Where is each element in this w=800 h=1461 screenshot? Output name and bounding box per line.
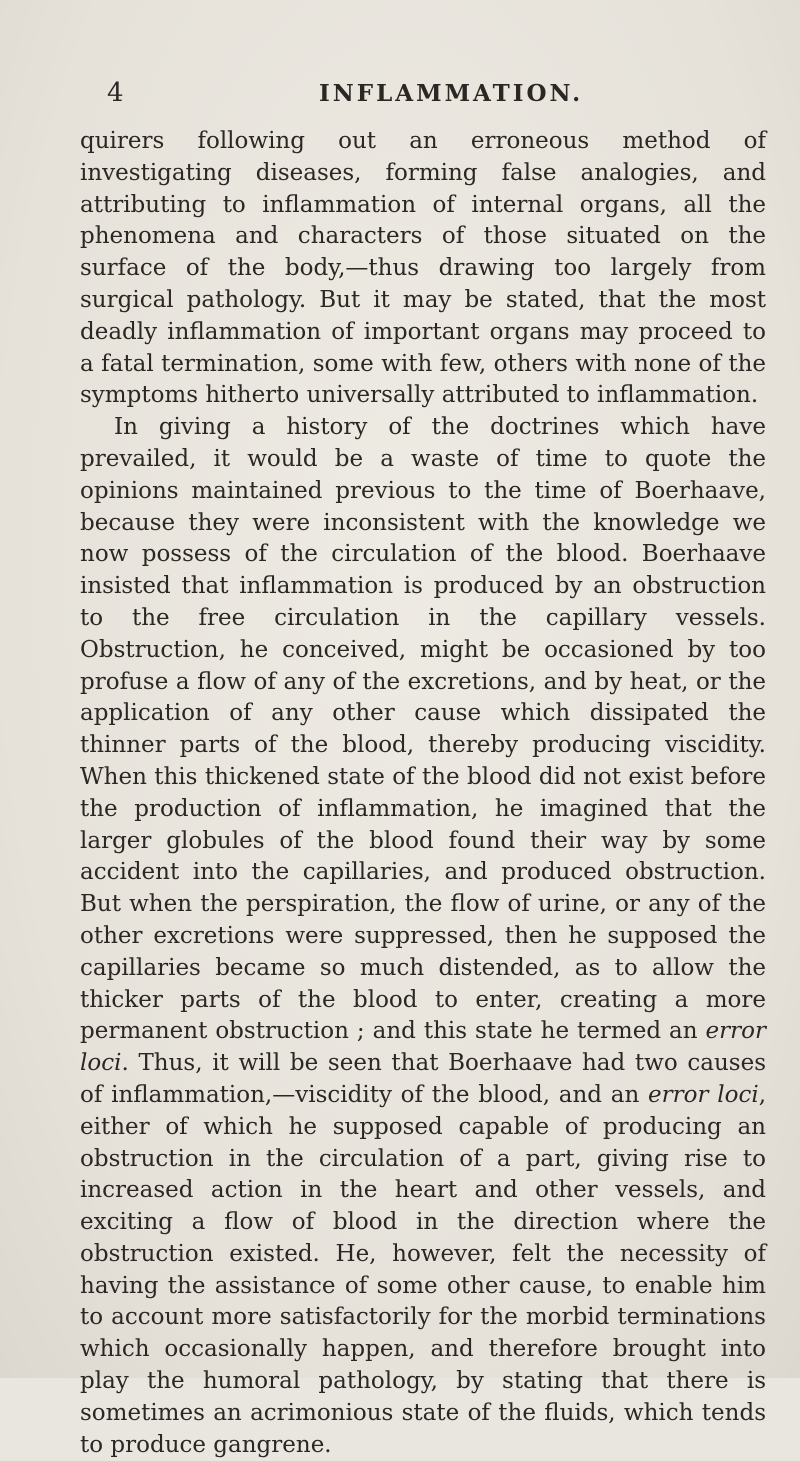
paragraph-text: In giving a history of the doctrines which have prevailed, it would be a waste of time to quote the opinions maintained previous to the time of Boerhaave, because they were inconsistent with the knowledge we now possess of the circulation of the blood. Boerhaave insisted that inflammation is produced by an obstruction to the free circulation in the capillary vessels. Obstruction, he conceived, might be occasioned by too profuse a flow of any of the excretions, and by heat, or the application of any other cause which dissipated the thinner parts of the blood, thereby producing viscidity. When this thickened state of the blood did not exist before the production of inflammation, he imagined that the larger globules of the blood found their way by some accident into the capillaries, and produced obstruction. But when the perspiration, the flow of urine, or any of the other excretions were suppressed, then he supposed the capillaries became so much distended, as to allow the thicker parts of the blood to enter, creating a more permanent obstruction ; and this state he termed an: [80, 414, 766, 1045]
italic-term: error loci: [80, 1018, 766, 1077]
paragraph-text: . Thus, it will be seen that Boerhaave had two causes of inflammation,—viscidity of the blood, and an: [80, 1050, 766, 1108]
paragraph-text: , either of which he supposed capable of producing an obstruction in the circulation of a part, giving rise to increased action in the heart and other vessels, and exciting a flow of blood in the direction where the obstruction existed. He, however, felt the necessity of having the assistance of some other cause, to enable him to account more satisfactorily for the morbid terminations which occasionally happen, and therefore brought into play the humoral pathology, by stating that there is sometimes an acrimonious state of the fluids, which tends to produce gangrene.: [80, 1081, 766, 1458]
italic-term: error loci: [648, 1081, 759, 1108]
paragraph-boerhaave: [80, 412, 766, 1461]
running-head: INFLAMMATION.: [319, 80, 584, 107]
paragraph-continuation: quirers following out an erroneous method of investigating diseases, forming false analogies, and attributing to inflammation of internal organs, all the phenomena and characters of those situated on the surface of the body,—thus drawing too largely from surgical pathology. But it may be stated, that the most deadly inflammation of important organs may proceed to a fatal termination, some with few, others with none of the symptoms hitherto universally attributed to inflammation.: [80, 128, 766, 409]
body-text: [80, 126, 766, 1461]
page-number: 4: [107, 78, 124, 108]
page-header: [107, 78, 707, 108]
